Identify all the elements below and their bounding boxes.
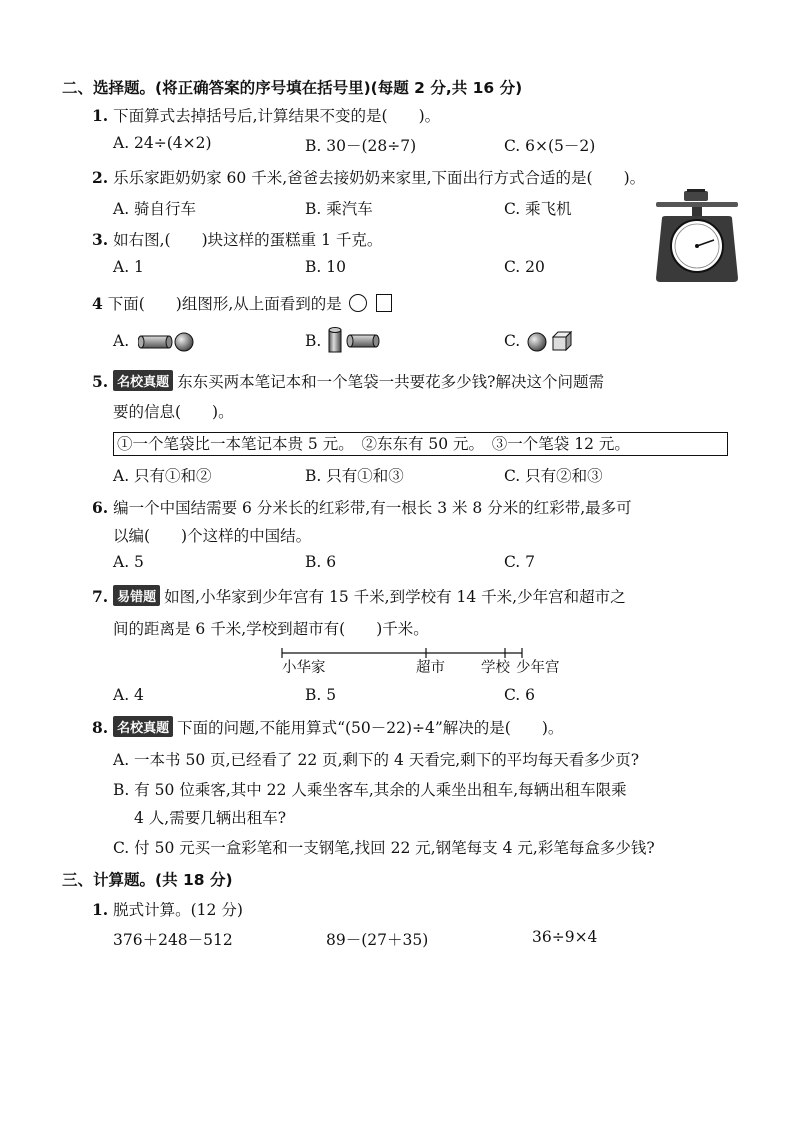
expression-1: 376＋248－512 <box>113 931 233 949</box>
q6-option-c[interactable]: C. 7 <box>504 553 536 571</box>
question-number: 4 <box>92 294 103 313</box>
question-8 <box>92 716 563 738</box>
expression-2: 89－(27＋35) <box>326 931 429 949</box>
route-label-home: 小华家 <box>282 660 326 676</box>
circle-shape-icon <box>349 294 367 312</box>
q6-option-a[interactable]: A. 5 <box>113 553 144 571</box>
section-2-title: 二、选择题。(将正确答案的序号填在括号里)(每题 2 分,共 16 分) <box>62 79 523 97</box>
q2-option-c[interactable]: C. 乘飞机 <box>504 200 572 218</box>
q4-option-b[interactable] <box>305 332 321 350</box>
q5-option-a[interactable]: A. 只有①和② <box>113 467 212 485</box>
q3-option-b[interactable]: B. 10 <box>305 258 346 276</box>
question-4 <box>92 292 392 314</box>
q7-option-c[interactable]: C. 6 <box>504 686 536 704</box>
subsection-1 <box>92 898 243 920</box>
scale-with-cake-image <box>648 188 746 284</box>
square-shape-icon <box>376 294 392 312</box>
q5-option-c[interactable]: C. 只有②和③ <box>504 467 603 485</box>
q5-info-box: ①一个笔袋比一本笔记本贵 5 元。 ②东东有 50 元。 ③一个笔袋 12 元。 <box>113 432 728 456</box>
question-number: 2. <box>92 168 109 187</box>
question-stem-line-2: 要的信息( )。 <box>113 403 234 421</box>
option-label: B. <box>305 332 322 350</box>
question-stem-line-2: 以编( )个这样的中国结。 <box>113 527 312 545</box>
question-stem: 下面( )组图形,从上面看到的是 <box>107 295 342 313</box>
question-stem: 下面算式去掉括号后,计算结果不变的是( )。 <box>113 107 441 125</box>
q5-option-b[interactable]: B. 只有①和③ <box>305 467 404 485</box>
question-stem-line-2: 间的距离是 6 千米,学校到超市有( )千米。 <box>113 620 429 638</box>
option-label: A. <box>113 332 130 350</box>
q3-option-a[interactable]: A. 1 <box>113 258 144 276</box>
question-stem-line-1: 编一个中国结需要 6 分米长的红彩带,有一根长 3 米 8 分米的红彩带,最多可 <box>113 499 632 517</box>
question-3 <box>92 228 382 250</box>
section-3-title: 三、计算题。(共 18 分) <box>62 871 233 889</box>
question-1 <box>92 104 440 126</box>
q8-option-a[interactable]: A. 一本书 50 页,已经看了 22 页,剩下的 4 天看完,剩下的平均每天看多少页? <box>113 751 640 769</box>
expression-3: 36÷9×4 <box>532 928 598 946</box>
question-2 <box>92 166 645 188</box>
question-number: 6. <box>92 498 109 517</box>
q2-option-b[interactable]: B. 乘汽车 <box>305 200 373 218</box>
question-number: 5. <box>92 372 109 391</box>
q8-option-c[interactable]: C. 付 50 元买一盒彩笔和一支钢笔,找回 22 元,钢笔每支 4 元,彩笔每盒多少钱? <box>113 839 655 857</box>
q7-option-b[interactable]: B. 5 <box>305 686 337 704</box>
question-5 <box>92 370 604 392</box>
question-stem: 下面的问题,不能用算式“(50－22)÷4”解决的是( )。 <box>177 719 564 737</box>
option-label: C. <box>504 332 521 350</box>
q1-option-c[interactable]: C. 6×(5－2) <box>504 137 596 155</box>
upright-and-lying-cylinders-icon <box>326 326 384 356</box>
q6-option-b[interactable]: B. 6 <box>305 553 337 571</box>
route-label-youth-palace: 少年宫 <box>516 660 560 676</box>
famous-school-tag: 名校真题 <box>113 370 173 391</box>
question-6 <box>92 496 632 518</box>
famous-school-tag: 名校真题 <box>113 716 173 737</box>
question-number: 8. <box>92 718 109 737</box>
q8-option-b[interactable] <box>113 778 627 800</box>
question-stem: 乐乐家距奶奶家 60 千米,爸爸去接奶奶来家里,下面出行方式合适的是( )。 <box>113 169 646 187</box>
question-number: 7. <box>92 587 109 606</box>
option-b-line-1: B. 有 50 位乘客,其中 22 人乘坐客车,其余的人乘坐出租车,每辆出租车限乘 <box>113 781 627 799</box>
route-label-supermarket: 超市 <box>416 660 445 676</box>
q1-option-b[interactable]: B. 30－(28÷7) <box>305 137 417 155</box>
question-stem-line-1: 如图,小华家到少年宫有 15 千米,到学校有 14 千米,少年宫和超市之 <box>164 588 626 606</box>
cylinder-and-sphere-icon <box>138 331 196 353</box>
subsection-title: 脱式计算。(12 分) <box>113 901 243 919</box>
question-number: 1. <box>92 106 109 125</box>
question-7 <box>92 585 626 607</box>
sphere-and-cube-icon <box>526 330 576 354</box>
option-b-line-2: 4 人,需要几辆出租车? <box>134 809 287 827</box>
question-stem-line-1: 东东买两本笔记本和一个笔袋一共要花多少钱?解决这个问题需 <box>177 373 604 391</box>
q4-option-a[interactable] <box>113 332 129 350</box>
q4-option-c[interactable] <box>504 332 520 350</box>
q7-option-a[interactable]: A. 4 <box>113 686 144 704</box>
q2-option-a[interactable]: A. 骑自行车 <box>113 200 197 218</box>
route-label-school: 学校 <box>481 660 510 676</box>
q3-option-c[interactable]: C. 20 <box>504 258 545 276</box>
error-prone-tag: 易错题 <box>113 585 160 606</box>
question-stem: 如右图,( )块这样的蛋糕重 1 千克。 <box>113 231 383 249</box>
subsection-number: 1. <box>92 900 109 919</box>
q1-option-a[interactable]: A. 24÷(4×2) <box>113 134 212 152</box>
question-number: 3. <box>92 230 109 249</box>
